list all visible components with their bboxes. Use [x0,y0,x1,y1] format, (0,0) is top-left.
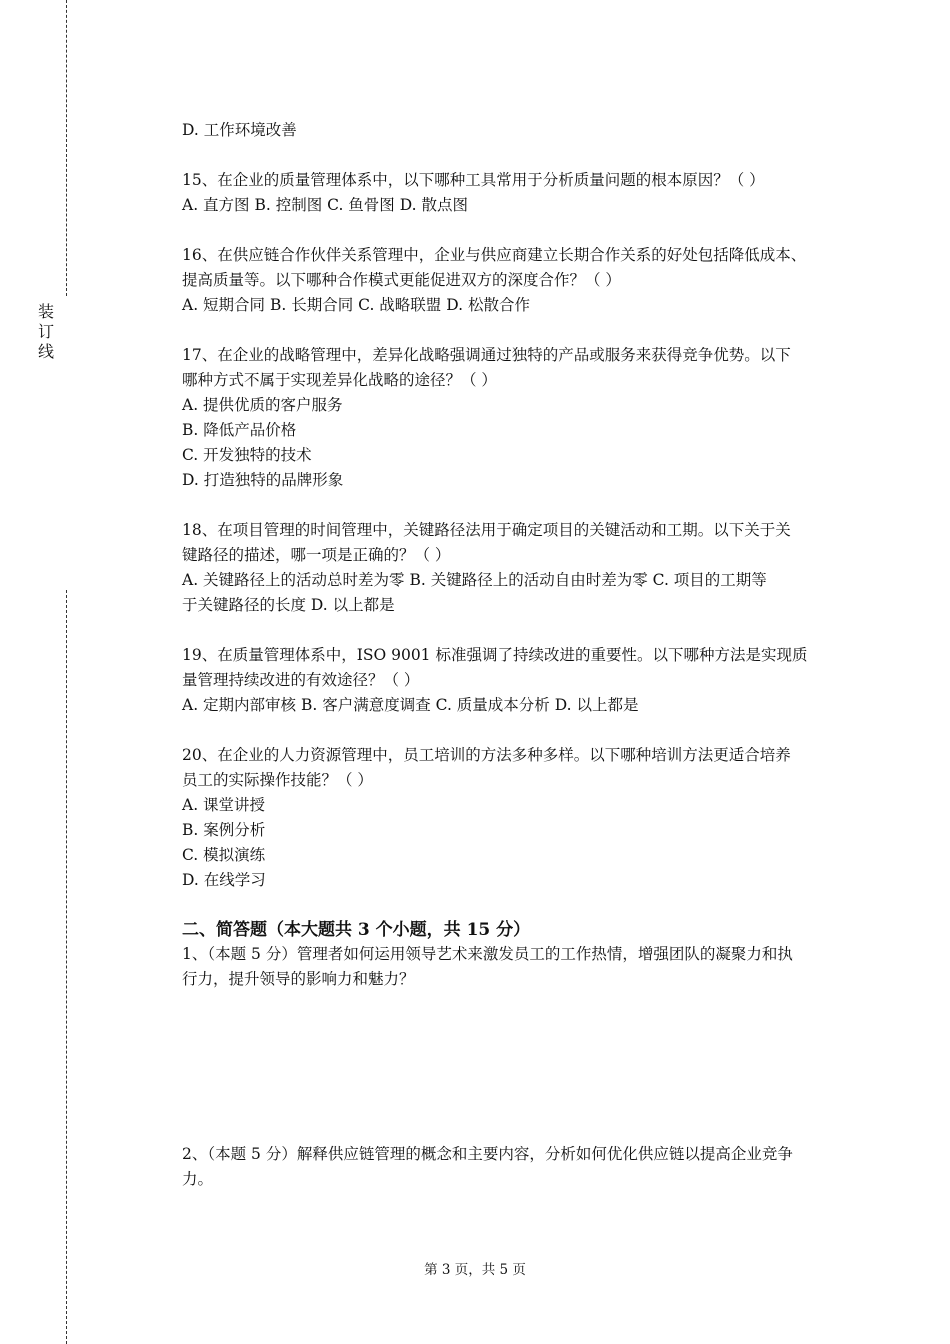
text-line: 1、（本题 5 分）管理者如何运用领导艺术来激发员工的工作热情，增强团队的凝聚力和执 [182,945,793,963]
text-line: D. 工作环境改善 [182,121,297,139]
spacer [182,318,862,343]
text-line: 量管理持续改进的有效途径？（ ） [182,671,420,689]
binding-dashed-line-bottom [66,590,67,1344]
text-line: 行力，提升领导的影响力和魅力？ [182,970,415,988]
text-line: A. 定期内部审核 B. 客户满意度调查 C. 质量成本分析 D. 以上都是 [182,696,639,714]
binding-char: 线 [37,342,54,361]
text-line: A. 短期合同 B. 长期合同 C. 战略联盟 D. 松散合作 [182,296,530,314]
binding-char: 装 [37,302,54,321]
section-heading: 二、简答题（本大题共 3 个小题，共 15 分） [182,920,531,940]
text-line: 键路径的描述，哪一项是正确的？（ ） [182,546,451,564]
spacer [182,618,862,643]
text-line: 提高质量等。以下哪种合作模式更能促进双方的深度合作？（ ） [182,271,621,289]
text-line: 20、在企业的人力资源管理中，员工培训的方法多种多样。以下哪种培训方法更适合培养 [182,746,791,764]
spacer [182,992,862,1142]
exam-content [182,118,862,1192]
binding-dashed-line-top [66,0,67,296]
spacer [182,218,862,243]
text-line: A. 提供优质的客户服务 [182,396,343,414]
text-line: C. 开发独特的技术 [182,446,312,464]
text-line: 18、在项目管理的时间管理中，关键路径法用于确定项目的关键活动和工期。以下关于关 [182,521,791,539]
text-line: 16、在供应链合作伙伴关系管理中，企业与供应商建立长期合作关系的好处包括降低成本、 [182,246,807,264]
text-line: 19、在质量管理体系中，ISO 9001 标准强调了持续改进的重要性。以下哪种方法是实现质 [182,646,808,664]
spacer [182,493,862,518]
text-line: 哪种方式不属于实现差异化战略的途径？（ ） [182,371,497,389]
binding-char: 订 [37,322,54,341]
text-line: A. 关键路径上的活动总时差为零 B. 关键路径上的活动自由时差为零 C. 项目的工期等 [182,571,767,589]
text-line: 于关键路径的长度 D. 以上都是 [182,596,395,614]
spacer [182,893,862,918]
page-footer: 第 3 页，共 5 页 [424,1262,526,1278]
text-line: D. 打造独特的品牌形象 [182,471,344,489]
text-line: 力。 [182,1170,214,1188]
text-line: A. 课堂讲授 [182,796,266,814]
binding-line-label [37,302,55,362]
text-line: 15、在企业的质量管理体系中，以下哪种工具常用于分析质量问题的根本原因？（ ） [182,171,765,189]
text-line: 员工的实际操作技能？（ ） [182,771,373,789]
text-line: B. 案例分析 [182,821,266,839]
text-line: D. 在线学习 [182,871,266,889]
spacer [182,718,862,743]
text-line: C. 模拟演练 [182,846,266,864]
text-line: 17、在企业的战略管理中，差异化战略强调通过独特的产品或服务来获得竞争优势。以下 [182,346,791,364]
text-line: B. 降低产品价格 [182,421,297,439]
spacer [182,143,862,168]
text-line: A. 直方图 B. 控制图 C. 鱼骨图 D. 散点图 [182,196,468,214]
text-line: 2、（本题 5 分）解释供应链管理的概念和主要内容，分析如何优化供应链以提高企业竞争 [182,1145,793,1163]
